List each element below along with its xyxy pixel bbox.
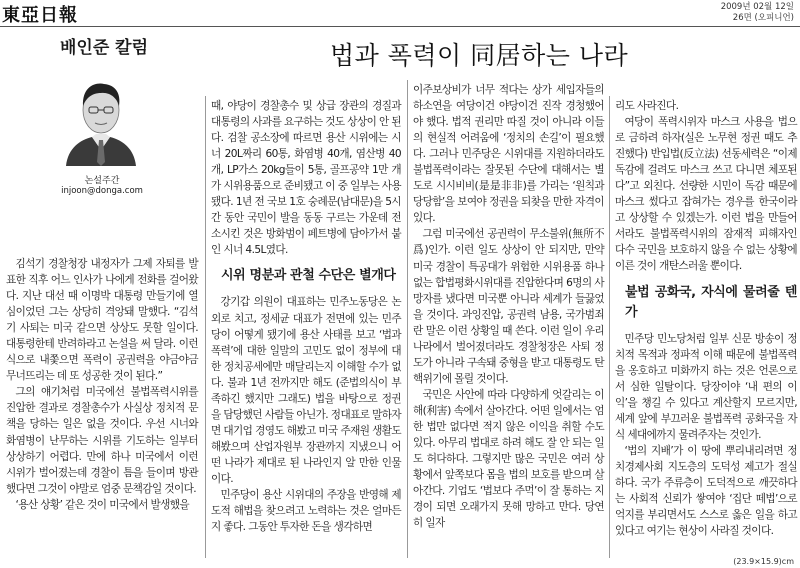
text-column-3 [413,82,604,531]
paragraph: 리도 사라진다. [615,100,679,112]
paragraph: 여당이 폭력시위자 마스크 사용을 법으로 금하려 하자(실은 노무현 정권 때도 추진했다) 반입법(反立法) 선동세력은 “이제 독감에 걸려도 마스크 쓰고 다니면 체포된다”고 외친다. 선량한 시민이 독감 때문에 마스크 썼다고 잡혀가는 경우를 한국이라고 상상할 수 있겠는가. 이런 법을 만들어서라도 불법폭력시위의 잠재적 피해자인 다수 국민을 보호하지 않을 수 없는 상황에 이른 것이 개탄스러울 뿐이다. [615,116,797,273]
paragraph: 민주당이 용산 시위대의 주장을 반영해 제도적 해법을 찾으려고 노력하는 것은 얼마든지 좋다. 그동안 투자한 돈을 생각하면 [211,489,401,534]
paragraph: 강기갑 의원이 대표하는 민주노동당은 논외로 치고, 정세균 대표가 전면에 있는 민주당이 어떻게 됐기에 용산 사태를 보고 ‘법과 폭력’에 대한 일말의 고민도 없이 정부에 대한 정치공세에만 매달리는지 이해할 수가 없다. 불과 1년 전까지만 해도 (준법의식이 부족하긴 했지만 그래도) 법을 바탕으로 정권을 담당했던 사람들 아닌가. 정대표로 말하자면 대기업 경영도 해봤고 미국 주재원 생활도 해봤으며 산업자원부 장관까지 지냈으니 어떤 나라가 제대로 된 나라인지 알 만한 인물이다. [211,296,402,485]
author-email[interactable]: injoon@donga.com [61,186,143,196]
text-column-2 [211,98,401,535]
dateline [721,2,794,24]
page-section: 26면 (오피니언) [732,13,794,23]
subheading: 불법 공화국, 자식에 물려줄 텐가 [625,284,797,320]
paragraph: 김석기 경찰청장 내정자가 그제 자퇴를 발표한 직후 어느 인사가 나에게 전화를 걸어왔다. 지난 대선 때 이명박 대통령 만들기에 열심이었던 그는 상당히 격앙돼 말했다. “김석기 사퇴는 미국 같으면 상상도 못할 일이다. 대통령한테 반려하라고 논설을 써 달라. 이런 식으로 내쫓으면 폭력이 공권력을 야금야금 무너뜨리는 데 또 성공한 것이 된다.” [6,258,198,383]
paragraph: 때, 야당이 경찰총수 및 상급 장관의 경질과 대통령의 사과를 요구하는 것도 상상이 안 된다. 검찰 공소장에 따르면 용산 시위에는 시너 20L짜리 60통, 화염병 40개, 염산병 40개, LP가스 20kg들이 5통, 골프공약 1만 개가 시위용품으로 준비됐고 이 중 일부는 사용됐다. 1년 전 국보 1호 숭례문(남대문)을 5시간 동안 국민이 발을 동동 구르는 가운데 전소시킨 것은 방화범이 페트병에 담아가서 붙인 시너 4.5L였다. [211,100,402,257]
author-portrait [62,70,140,166]
paragraph: 이주보상비가 너무 적다는 상가 세입자들의 하소연을 여당이건 야당이건 진작 경청했어야 했다. 법적 권리만 따질 것이 아니라 이들의 현실적 어려움에 ‘정치의 손길’이 필요했다. 그러나 민주당은 시위대를 지원하더라도 불법폭력이라는 잘못된 수단에 대해서는 별도로 시시비비(是是非非)를 가리는 ‘원칙과 당당함’을 보여야 정권을 되찾을 만한 자격이 있다. [413,84,604,225]
column-divider [609,96,610,558]
paragraph: 그럼 미국에선 공권력이 무소불위(無所不爲)인가. 이런 일도 상상이 안 되지만, 만약 미국 경찰이 특공대가 위험한 시위용품 하나 없는 합법평화시위대를 진압한다며 6명의 사망자를 냈다면 미국뿐 아니라 세계가 들끓었을 것이다. 과잉진압, 공권력 남용, 국가범죄란 말은 이런 상황일 때 쓴다. 이런 일이 우리나라에서 벌어졌더라도 경찰청장은 사퇴 정도가 아니라 구속돼 중형을 받고 대통령도 탄핵위기에 몰릴 것이다. [413,228,604,385]
size-note: (23.9×15.9)cm [733,557,794,566]
text-column-4 [615,98,797,539]
author-role: 논설주간 [84,176,120,186]
newspaper-masthead: 東亞日報 [2,5,78,26]
paragraph: 그의 얘기처럼 미국에선 불법폭력시위를 진압한 결과로 경찰총수가 사실상 정치적 문책을 당하는 일은 없을 것이다. 우선 시너와 화염병이 난무하는 시위를 기도하는 일부터 상상하기 어렵다. 만에 하나 미국에서 이런 시위가 벌어졌는데 경찰이 틈을 들이며 방관했다면 그것이 야말로 엄중 문책감일 것이다. [6,386,198,495]
paragraph: 국민은 사안에 따라 다양하게 엇갈리는 이해(利害) 속에서 살아간다. 어떤 일에서는 엄한 법만 없다면 적지 않은 이익을 취할 수도 있다. 아무리 법대로 하려 해도 잘 안 되는 일도 허다하다. 그렇지만 많은 국민은 여러 상황에서 앞쪽보다 몸을 법의 보호를 받으며 살아간다. 기업도 ‘법보다 주먹’이 잘 통하는 지경이 되면 오래가지 못해 망하고 만다. 당연히 일자 [413,388,604,530]
article-headline: 법과 폭력이 同居하는 나라 [330,41,629,70]
column-name: 배인준 칼럼 [60,38,149,58]
subheading: 시위 명분과 관철 수단은 별개다 [221,268,396,284]
paragraph: ‘용산 상황’ 같은 것이 미국에서 발생했을 [15,498,190,511]
column-divider [407,80,408,558]
publication-date: 2009년 02월 12일 [720,2,794,12]
paragraph: ‘법의 지배’가 이 땅에 뿌리내리려면 정치경제사회 지도층의 도덕성 제고가 절실하다. 국가 주류층이 도덕적으로 깨끗하다는 사회적 신뢰가 쌓여야 ‘집단 떼법’으로 억지를 부리면서도 스스로 옳은 일을 하고 있다고 여기는 현상이 사라질 것이다. [615,444,797,538]
header-rule [0,26,800,27]
paragraph: 민주당 민노당처럼 일부 신문 방송이 정치적 목적과 정파적 이해 때문에 불법폭력을 옹호하고 미화까지 하는 것은 언론으로서 심한 일탈이다. 당장이야 ‘내 편의 이익’을 챙길 수 있다고 계산할지 모르지만, 세계 앞에 부끄러운 불법폭력 공화국을 자식 세대에까지 물려주자는 것인가. [615,332,797,441]
text-column-1 [6,256,198,513]
column-divider [205,96,206,558]
